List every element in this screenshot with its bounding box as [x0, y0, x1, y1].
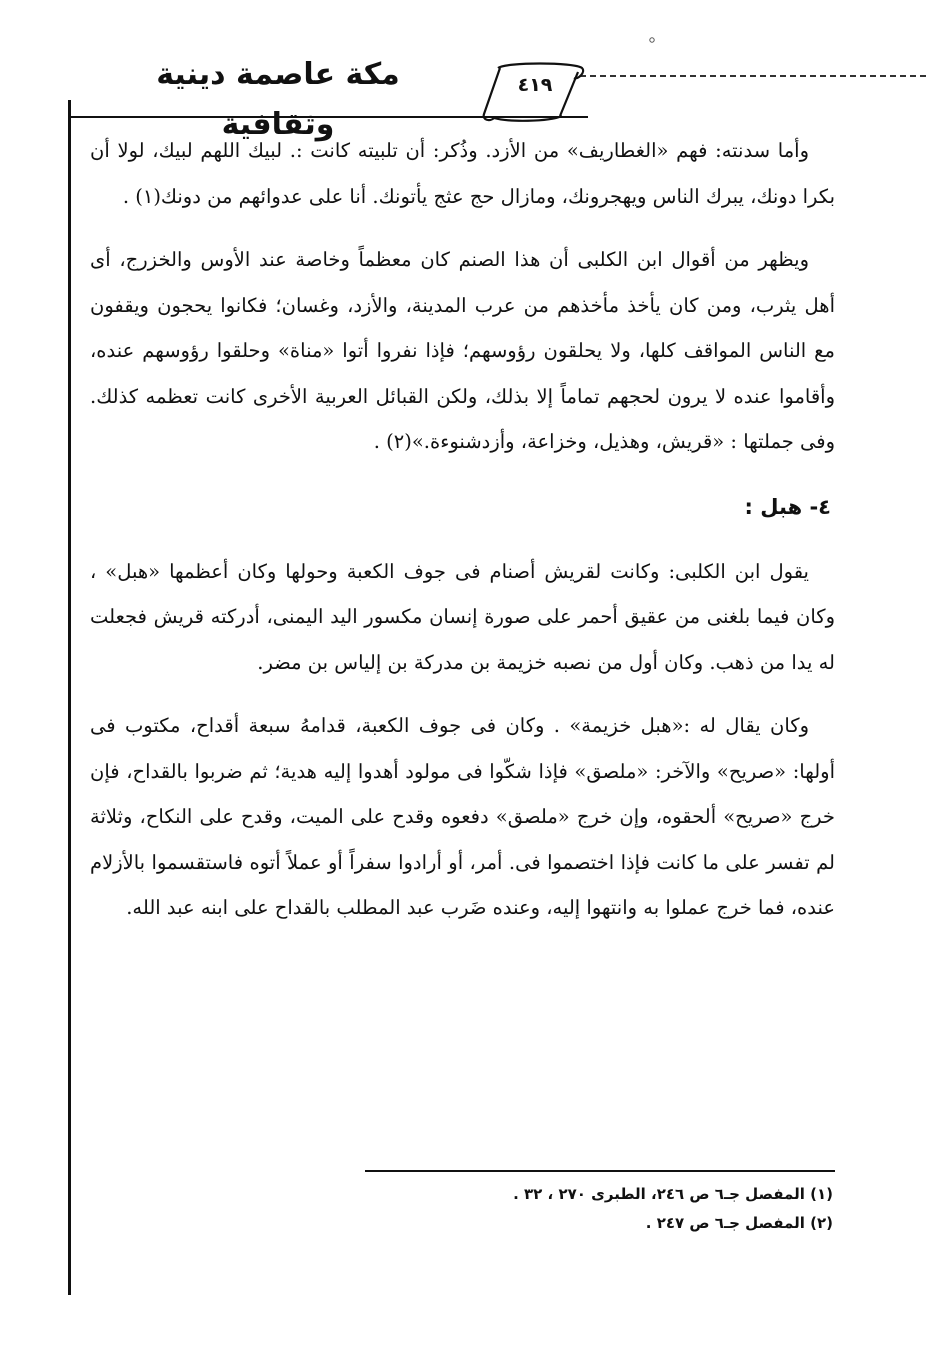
paragraph-4: وكان يقال له :«هبل خزيمة» . وكان فى جوف الكعبة، قدامهُ سبعة أقداح، مكتوب فى أولها: «صريح» والآخر: «ملصق» فإذا شكّوا فى مولود أهدوا إليه هدية؛ ثم ضربوا بالقداح، فإن خرج «صريح» ألحقوه، وإن خرج «ملصق» دفعوه وقدح على الميت، وقدح على النكاح، وثلاثة لم تفسر على ما كانت فإذا اختصموا فى. أمر، أو أرادوا سفراً أو عملاً أتوه فاستقسموا بالأزلام عنده، فما خرج عملوا به وانتهوا إليه، وعنده ضَرب عبد المطلب بالقداح على ابنه عبد الله. [90, 714, 835, 919]
footnote-2: (٢) المفصل جـ٦ ص ٢٤٧ . [645, 1214, 833, 1232]
footnote-1: (١) المفصل جـ٦ ص ٢٤٦، الطبرى ٢٧٠ ، ٣٢ . [513, 1185, 833, 1203]
paragraph-2: ويظهر من أقوال ابن الكلبى أن هذا الصنم كان معظماً وخاصة عند الأوس والخزرج، أى أهل يثرب، ومن كان يأخذ مأخذهم من عرب المدينة، والأزد، وغسان؛ فكانوا يحجون ويقفون مع الناس المواقف كلها، ولا يحلقون رؤوسهم؛ فإذا نفروا أتوا «مناة» وحلقوا رؤوسهم عنده، وأقاموا عنده لا يرون لحجهم تماماً إلا بذلك، ولكن القبائل العربية الأخرى كانت تعظمه كذلك. وفى جملتها : «قريش، وهذيل، وخزاعة، وأزدشنوءة.»(٢) . [90, 248, 835, 453]
paragraph-1: وأما سدنته: فهم «الغطاريف» من الأزد. وذُكر: أن تلبيته كانت :. لبيك اللهم لبيك، لولا أن بكرا دونك، يبرك الناس ويهجرونك، ومازال حج عثج يأتونك. أنا على عدوائهم من دونك(١) . [90, 139, 835, 208]
paragraph-gap [90, 685, 835, 703]
page-number: ٤١٩ [517, 74, 553, 96]
page-border-left [68, 100, 71, 1295]
footnote-separator [365, 1170, 835, 1172]
paragraph-gap [90, 531, 835, 549]
body-text [90, 128, 835, 931]
paragraph-3: يقول ابن الكلبى: وكانت لقريش أصنام فى جوف الكعبة وحولها وكان أعظمها «هبل» ، وكان فيما بلغنى من عقيق أحمر على صورة إنسان مكسور اليد اليمنى، أدركته قريش فجعلت له يدا من ذهب. وكان أول من نصبه خزيمة بن مدركة بن إلياس بن مضر. [90, 559, 835, 674]
paragraph-gap [90, 465, 835, 483]
header-dashed-line [580, 75, 926, 77]
footnotes [365, 1180, 833, 1238]
ink-speck [648, 36, 656, 44]
section-heading: ٤- هبل : [744, 494, 831, 519]
paragraph-gap [90, 219, 835, 237]
running-title: مكة عاصمة دينية وثقافية [156, 57, 400, 142]
